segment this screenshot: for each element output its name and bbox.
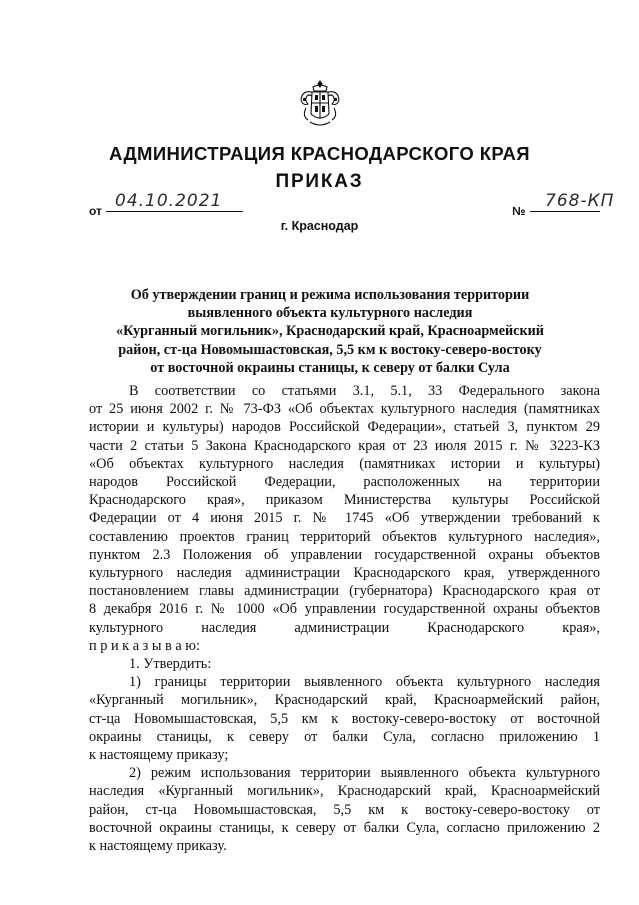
order-body — [89, 382, 600, 855]
body-line: народов Российской Федерации, расположенных на территории — [89, 474, 600, 491]
body-line: ст-ца Новомышастовская, 5,5 км к востоку-северо-востоку от восточной — [89, 710, 600, 727]
body-line: Федерации от 4 июня 2015 г. № 1745 «Об утверждении требований к — [89, 510, 600, 527]
body-line: к настоящему приказу. — [89, 838, 227, 855]
body-line: «Курганный могильник», Краснодарский край, Красноармейский район, — [89, 692, 600, 709]
title-line: «Курганный могильник», Краснодарский край, Красноармейский — [115, 323, 544, 340]
title-line: район, ст-ца Новомышастовская, 5,5 км к востоку-северо-востоку — [118, 341, 542, 358]
order-verb-line: п р и к а з ы в а ю: — [89, 637, 200, 654]
order-title — [100, 286, 560, 377]
body-line: наследия «Курганный могильник», Краснодарский край, Красноармейский — [89, 783, 600, 800]
number-handwritten: 768-КП — [545, 191, 615, 211]
date-handwritten: 04.10.2021 — [115, 191, 223, 211]
document-type-title: ПРИКАЗ — [275, 171, 364, 192]
body-line: культурного наследия администрации Краснодарского края, утвержденного — [89, 565, 600, 582]
body-line: В соответствии со статьями 3.1, 5.1, 33 Федерального закона — [129, 383, 600, 399]
body-line: восточной окраины станицы, к северу от балки Сула, согласно приложению 2 — [89, 819, 600, 836]
date-underline — [106, 211, 243, 212]
body-line: район, ст-ца Новомышастовская, 5,5 км к востоку-северо-востоку от — [89, 801, 600, 818]
body-line: Краснодарского края», приказом Министерства культуры Российской — [89, 492, 600, 509]
title-line: от восточной окраины станицы, к северу от балки Сула — [150, 359, 510, 376]
body-line: к настоящему приказу; — [89, 747, 229, 764]
body-line: постановлением главы администрации (губернатора) Краснодарского края от — [89, 583, 600, 600]
date-label: от — [89, 204, 102, 218]
title-line: Об утверждении границ и режима использования территории — [130, 287, 530, 303]
number-underline — [530, 211, 600, 212]
body-line: истории и культуры) народов Российской Федерации», статьей 3, пунктом 29 — [89, 419, 600, 436]
city-label: г. Краснодар — [280, 219, 359, 233]
body-line: пунктом 2.3 Положения об управлении государственной охраны объектов — [89, 546, 600, 563]
number-label: № — [512, 204, 526, 218]
coat-of-arms-emblem — [298, 78, 342, 130]
title-line: выявленного объекта культурного наследия — [187, 305, 473, 322]
body-line: части 2 статьи 5 Закона Краснодарского края от 23 июля 2015 г. № 3223-КЗ — [89, 437, 600, 454]
body-line: составлению проектов границ территорий объектов культурного наследия», — [89, 528, 600, 545]
body-line: 1) границы территории выявленного объекта культурного наследия — [129, 674, 600, 691]
organization-name: АДМИНИСТРАЦИЯ КРАСНОДАРСКОГО КРАЯ — [109, 143, 530, 164]
body-line: «Об объектах культурного наследия (памятниках истории и культуры) — [89, 455, 600, 472]
body-line: окраины станицы, к северу от балки Сула, согласно приложению 1 — [89, 728, 600, 745]
body-line: от 25 июня 2002 г. № 73-ФЗ «Об объектах культурного наследия (памятниках — [89, 401, 600, 418]
body-line: 8 декабря 2016 г. № 1000 «Об управлении государственной охраны объектов — [89, 601, 600, 618]
item-heading: 1. Утвердить: — [129, 656, 212, 673]
body-line: культурного наследия администрации Краснодарского края», — [89, 619, 600, 636]
body-line: 2) режим использования территории выявленного объекта культурного — [129, 765, 600, 782]
